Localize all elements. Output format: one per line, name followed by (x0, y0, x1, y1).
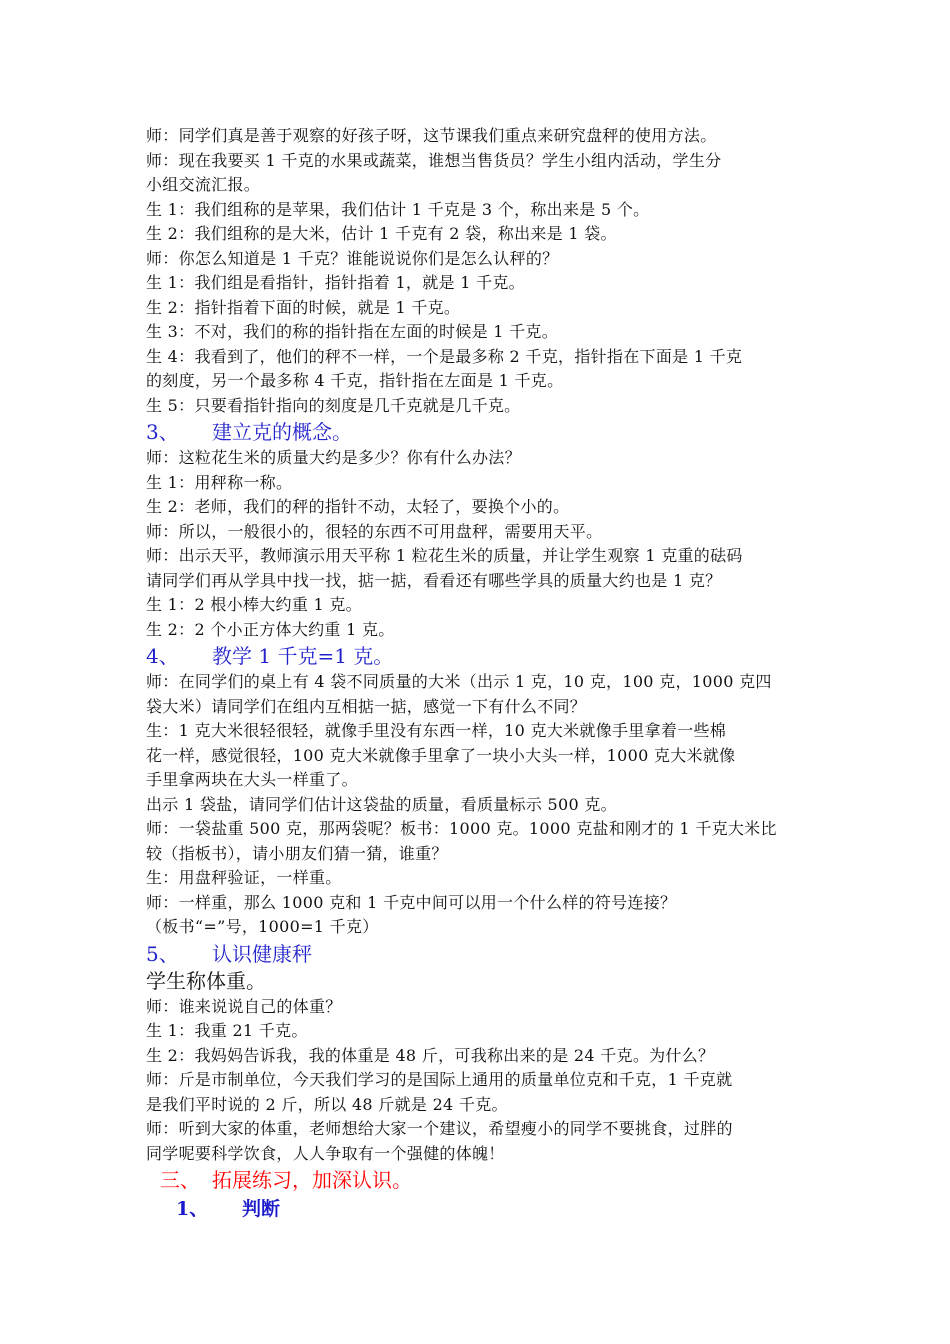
text-line: 师：一样重，那么 1000 克和 1 千克中间可以用一个什么样的符号连接？ (146, 892, 677, 912)
text-line: 手里拿两块在大头一样重了。 (146, 770, 358, 789)
section-3-heading (146, 418, 816, 446)
section-title: 建立克的概念。 (212, 420, 352, 444)
part-3-heading (146, 1166, 816, 1194)
section-title: 教学 1 千克=1 克。 (212, 644, 394, 668)
text-line: 生 4：我看到了，他们的秤不一样，一个是最多称 2 千克，指针指在下面是 1 千克 (146, 346, 743, 366)
section-5-heading (146, 940, 816, 968)
document-page (146, 124, 816, 1224)
section-number: 4、 (146, 644, 179, 668)
text-line: 生 2：2 个小正方体大约重 1 克。 (146, 619, 395, 639)
subsection-title: 判断 (242, 1198, 281, 1220)
text-line: 出示 1 袋盐，请同学们估计这袋盐的质量，看质量标示 500 克。 (146, 794, 617, 814)
lines-block-5 (146, 995, 816, 1167)
text-line: 花一样，感觉很轻，100 克大米就像手里拿了一块小大头一样，1000 克大米就像 (146, 745, 736, 765)
subsection-1-heading (146, 1194, 816, 1224)
lines-block-1 (146, 124, 816, 418)
section-4-heading (146, 642, 816, 670)
text-line: 生 1：我重 21 千克。 (146, 1021, 308, 1040)
section-title: 认识健康秤 (212, 941, 312, 966)
part-number: 三、 (160, 1168, 200, 1192)
text-line: 生：用盘秤验证，一样重。 (146, 868, 342, 887)
text-line: 请同学们再从学具中找一找，掂一掂，看看还有哪些学具的质量大约也是 1 克？ (146, 570, 722, 590)
text-line: 师：斤是市制单位，今天我们学习的是国际上通用的质量单位克和千克，1 千克就 (146, 1070, 733, 1089)
text-line: 的刻度，另一个最多称 4 千克，指针指在左面是 1 千克。 (146, 371, 564, 390)
subsection-number: 1、 (176, 1198, 209, 1220)
text-line: 生 1：我们组称的是苹果，我们估计 1 千克是 3 个，称出来是 5 个。 (146, 199, 650, 219)
text-line: 生 2：我们组称的是大米，估计 1 千克有 2 袋，称出来是 1 袋。 (146, 224, 617, 243)
text-line: 生 1：我们组是看指针，指针指着 1，就是 1 千克。 (146, 273, 525, 292)
text-line: （板书“=”号，1000=1 千克） (146, 917, 379, 936)
text-line: 生 5：只要看指针指向的刻度是几千克就是几千克。 (146, 395, 521, 415)
text-line: 师：这粒花生米的质量大约是多少？你有什么办法？ (146, 448, 521, 467)
text-line: 生 2：老师，我们的秤的指针不动，太轻了，要换个小的。 (146, 497, 570, 516)
text-line: 师：出示天平，教师演示用天平称 1 粒花生米的质量，并让学生观察 1 克重的砝码 (146, 546, 743, 565)
lines-block-4 (146, 670, 816, 940)
text-line: 师：在同学们的桌上有 4 袋不同质量的大米（出示 1 克，10 克，100 克，1000 克四 (146, 672, 772, 691)
text-line: 师：同学们真是善于观察的好孩子呀，这节课我们重点来研究盘秤的使用方法。 (146, 126, 717, 145)
text-line: 师：一袋盐重 500 克，那两袋呢？板书：1000 克。1000 克盐和刚才的 1 千克大米比 (146, 819, 777, 838)
text-line: 师：现在我要买 1 千克的水果或蔬菜，谁想当售货员？学生小组内活动，学生分 (146, 150, 722, 170)
text-line: 较（指板书），请小朋友们猜一猜，谁重？ (146, 843, 448, 863)
part-title: 拓展练习，加深认识。 (212, 1168, 412, 1192)
text-line: 生 2：指针指着下面的时候，就是 1 千克。 (146, 297, 461, 317)
lines-block-3 (146, 446, 816, 642)
text-line: 师：你怎么知道是 1 千克？谁能说说你们是怎么认秤的？ (146, 248, 559, 268)
text-line: 小组交流汇报。 (146, 175, 261, 194)
text-line: 生 1：用秤称一称。 (146, 472, 293, 492)
text-line: 是我们平时说的 2 斤，所以 48 斤就是 24 千克。 (146, 1094, 508, 1114)
text-line: 师：谁来说说自己的体重？ (146, 996, 342, 1016)
large-text-line: 学生称体重。 (146, 968, 266, 993)
text-line: 袋大米）请同学们在组内互相掂一掂，感觉一下有什么不同？ (146, 696, 587, 716)
text-line: 生 2：我妈妈告诉我，我的体重是 48 斤，可我称出来的是 24 千克。为什么？ (146, 1045, 715, 1065)
text-line: 生 1：2 根小棒大约重 1 克。 (146, 595, 362, 614)
text-line: 同学呢要科学饮食，人人争取有一个强健的体魄！ (146, 1143, 505, 1163)
text-line: 师：听到大家的体重，老师想给大家一个建议，希望瘦小的同学不要挑食，过胖的 (146, 1119, 733, 1138)
text-line: 师：所以，一般很小的，很轻的东西不可用盘秤，需要用天平。 (146, 521, 603, 541)
text-line: 生：1 克大米很轻很轻，就像手里没有东西一样，10 克大米就像手里拿着一些棉 (146, 721, 727, 740)
text-line: 生 3：不对，我们的称的指针指在左面的时候是 1 千克。 (146, 322, 559, 341)
section-number: 5、 (146, 941, 179, 966)
section-number: 3、 (146, 420, 179, 444)
